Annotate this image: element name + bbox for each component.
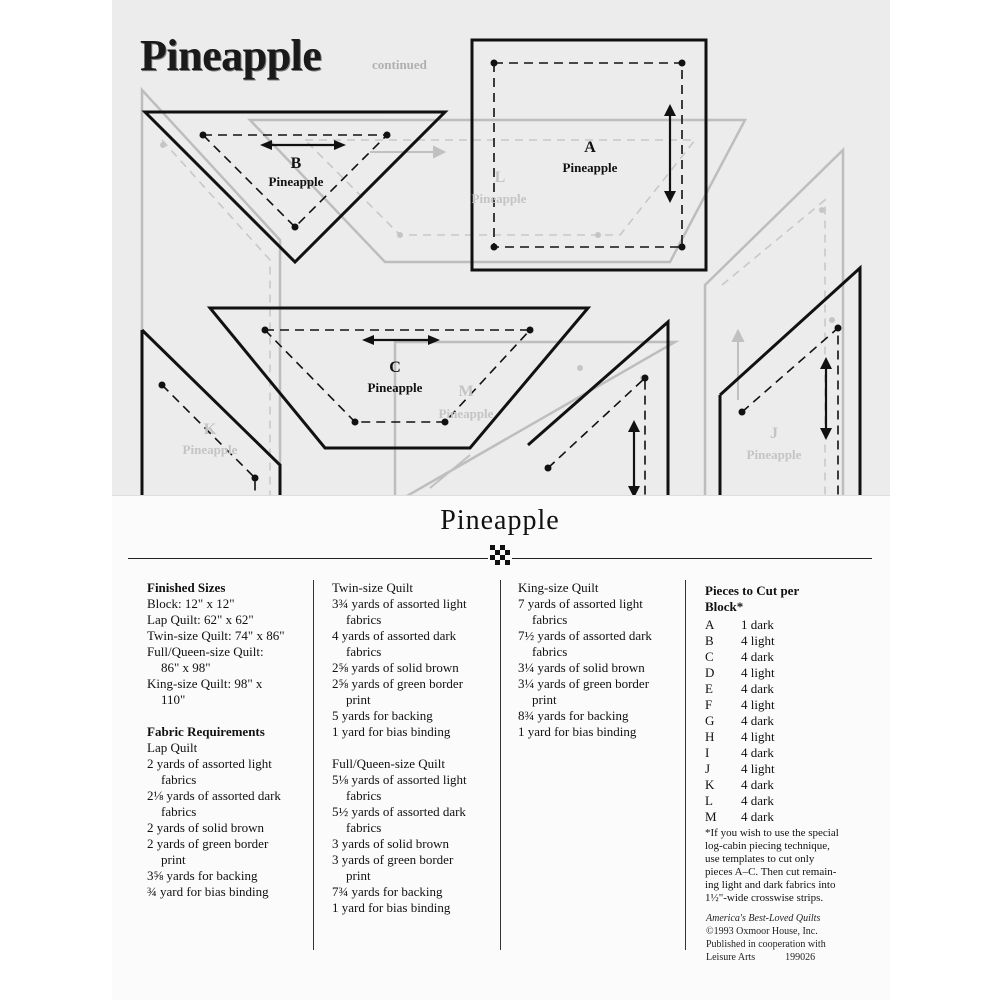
publisher-name: Leisure Arts xyxy=(706,952,756,963)
twin-line: 1 yard for bias binding xyxy=(332,724,451,739)
twin-line: 2⅝ yards of green border xyxy=(332,676,464,691)
column-divider xyxy=(500,580,501,950)
piece-row: L 4 dark xyxy=(705,793,774,808)
fullqueen-line: 5⅛ yards of assorted light xyxy=(332,772,467,787)
template-j-letter: J xyxy=(770,425,778,442)
fabric-line: 2⅛ yards of assorted dark xyxy=(147,788,281,803)
pieces-heading: Pieces to Cut per xyxy=(705,583,800,598)
fabric-line: 2 yards of solid brown xyxy=(147,820,264,835)
king-line: 3¼ yards of green border xyxy=(518,676,650,691)
finished-line: 86" x 98" xyxy=(161,660,211,675)
twin-line: 4 yards of assorted dark xyxy=(332,628,457,643)
page-title: Pineapple xyxy=(140,31,322,80)
fullqueen-heading: Full/Queen-size Quilt xyxy=(332,756,446,771)
piece-row: J 4 light xyxy=(705,761,775,776)
fabric-requirements-heading: Fabric Requirements xyxy=(147,724,265,739)
fabric-line: 3⅝ yards for backing xyxy=(147,868,258,883)
twin-line: fabrics xyxy=(346,644,382,659)
template-b-letter: B xyxy=(290,155,302,172)
twin-line: 5 yards for backing xyxy=(332,708,433,723)
fullqueen-line: print xyxy=(346,868,371,883)
card-title: Pineapple xyxy=(440,505,560,536)
finished-line: Twin-size Quilt: 74" x 86" xyxy=(147,628,285,643)
finished-line: Full/Queen-size Quilt: xyxy=(147,644,264,659)
column-pieces xyxy=(705,583,855,905)
fabric-line: fabrics xyxy=(161,772,197,787)
template-m-letter: M xyxy=(458,383,474,400)
king-line: 1 yard for bias binding xyxy=(518,724,637,739)
finished-line: Lap Quilt: 62" x 62" xyxy=(147,612,254,627)
piece-row: E 4 dark xyxy=(705,681,774,696)
fullqueen-line: 5½ yards of assorted dark xyxy=(332,804,466,819)
fabric-line: 2 yards of green border xyxy=(147,836,269,851)
king-line: fabrics xyxy=(532,612,568,627)
fullqueen-line: fabrics xyxy=(346,788,382,803)
twin-line: fabrics xyxy=(346,612,382,627)
king-line: 7 yards of assorted light xyxy=(518,596,643,611)
piece-row: D 4 light xyxy=(705,665,775,680)
finished-line: King-size Quilt: 98" x xyxy=(147,676,263,691)
column-king xyxy=(518,580,683,740)
template-c-name: Pineapple xyxy=(367,380,423,395)
template-k-letter: K xyxy=(203,421,217,438)
piece-row: M 4 dark xyxy=(705,809,774,824)
fullqueen-line: 7¾ yards for backing xyxy=(332,884,443,899)
published-line: Published in cooperation with xyxy=(706,939,826,950)
king-line: fabrics xyxy=(532,644,568,659)
piece-row: I 4 dark xyxy=(705,745,774,760)
fullqueen-line: 1 yard for bias binding xyxy=(332,900,451,915)
fabric-line: ¾ yard for bias binding xyxy=(147,884,269,899)
twin-line: 2⅝ yards of solid brown xyxy=(332,660,459,675)
column-divider xyxy=(685,580,686,950)
publisher-footer xyxy=(706,912,826,964)
fullqueen-line: 3 yards of solid brown xyxy=(332,836,449,851)
template-k-name: Pineapple xyxy=(182,442,238,457)
piece-row: H 4 light xyxy=(705,729,775,744)
divider-left xyxy=(128,558,488,559)
twin-heading: Twin-size Quilt xyxy=(332,580,414,595)
king-line: 3¼ yards of solid brown xyxy=(518,660,645,675)
column-finished-fabric xyxy=(147,580,307,900)
finished-line: 110" xyxy=(161,692,186,707)
piece-row: F 4 light xyxy=(705,697,775,712)
template-l-name: Pineapple xyxy=(471,191,527,206)
piece-row: K 4 dark xyxy=(705,777,774,792)
pieces-note: *If you wish to use the special log-cabin piecing technique, use templates to cut only pieces A–C. Then cut remain- ing light and dark fabrics into 1½"-wide crosswise strips. xyxy=(705,827,839,904)
finished-sizes-heading: Finished Sizes xyxy=(147,580,226,595)
template-a-letter: A xyxy=(584,139,596,156)
fullqueen-line: 3 yards of green border xyxy=(332,852,454,867)
twin-line: 3¾ yards of assorted light xyxy=(332,596,467,611)
checker-block-icon xyxy=(490,545,510,565)
twin-line: print xyxy=(346,692,371,707)
template-c-letter: C xyxy=(389,359,401,376)
column-divider xyxy=(313,580,314,950)
fabric-line: print xyxy=(161,852,186,867)
lap-quilt-heading: Lap Quilt xyxy=(147,740,198,755)
series-name: America's Best-Loved Quilts xyxy=(706,913,821,924)
king-line: 7½ yards of assorted dark xyxy=(518,628,652,643)
template-b-name: Pineapple xyxy=(268,174,324,189)
divider-right xyxy=(512,558,872,559)
template-a-name: Pineapple xyxy=(562,160,618,175)
continued-label: continued xyxy=(372,57,427,72)
pieces-heading-2: Block* xyxy=(705,599,744,614)
column-twin-fullqueen xyxy=(332,580,497,916)
product-code: 199026 xyxy=(785,952,816,963)
piece-row: A 1 dark xyxy=(705,617,774,632)
piece-row: G 4 dark xyxy=(705,713,774,728)
copyright: ©1993 Oxmoor House, Inc. xyxy=(706,926,818,937)
fabric-line: 2 yards of assorted light xyxy=(147,756,272,771)
king-heading: King-size Quilt xyxy=(518,580,599,595)
template-j-name: Pineapple xyxy=(746,447,802,462)
finished-line: Block: 12" x 12" xyxy=(147,596,235,611)
king-line: print xyxy=(532,692,557,707)
piece-row: C 4 dark xyxy=(705,649,774,664)
fullqueen-line: fabrics xyxy=(346,820,382,835)
fabric-line: fabrics xyxy=(161,804,197,819)
template-m-name: Pineapple xyxy=(438,406,494,421)
pieces-list xyxy=(705,617,855,825)
piece-row: B 4 light xyxy=(705,633,775,648)
king-line: 8¾ yards for backing xyxy=(518,708,629,723)
template-l-letter: L xyxy=(494,169,506,186)
